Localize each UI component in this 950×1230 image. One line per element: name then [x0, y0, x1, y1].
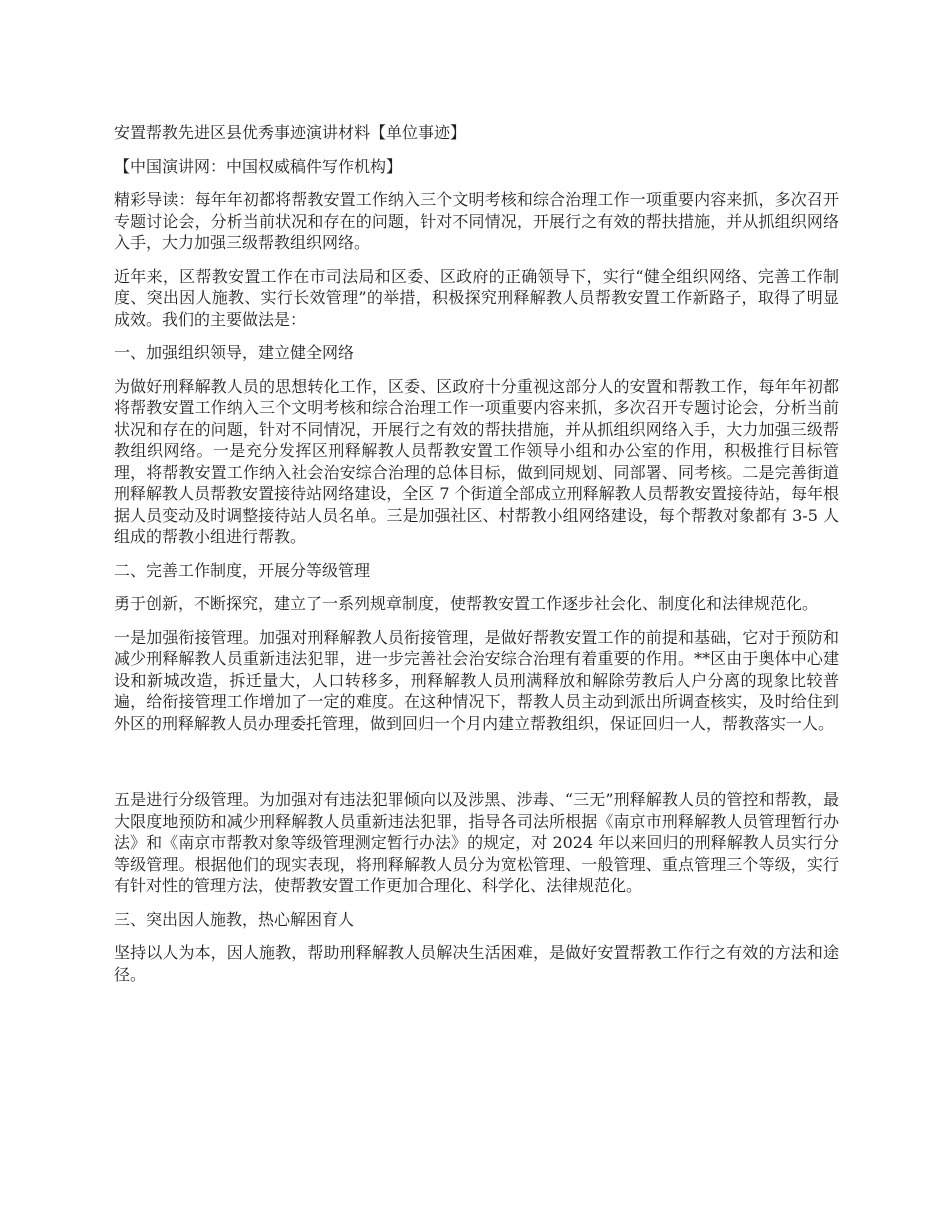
blank-gap [114, 746, 839, 789]
intro-paragraph: 精彩导读：每年年初都将帮教安置工作纳入三个文明考核和综合治理工作一项重要内容来抓，多次召开专题讨论会，分析当前状况和存在的问题，针对不同情况，开展行之有效的帮扶措施，并从抓组织网络入手，大力加强三级帮教组织网络。 [114, 190, 839, 252]
section-heading-1: 一、加强组织领导，建立健全网络 [114, 343, 355, 362]
section-1-paragraph: 为做好刑释解教人员的思想转化工作，区委、区政府十分重视这部分人的安置和帮教工作，每年年初都将帮教安置工作纳入三个文明考核和综合治理工作一项重要内容来抓，多次召开专题讨论会，分析当前状况和存在的问题，针对不同情况，开展行之有效的帮扶措施，并从抓组织网络入手，大力加强三级帮教组织网络。一是充分发挥区刑释解教人员帮教安置工作领导小组和办公室的作用，积极推行目标管理，将帮教安置工作纳入社会治安综合治理的总体目标，做到同规划、同部署、同考核。二是完善街道刑释解教人员帮教安置接待站网络建设，全区 7 个街道全部成立刑释解教人员帮教安置接待站，每年根据人员变动及时调整接待站人员名单。三是加强社区、村帮教小组网络建设，每个帮教对象都有 3-5 人组成的帮教小组进行帮教。 [114, 376, 839, 546]
section-3-paragraph: 坚持以人为本，因人施教，帮助刑释解教人员解决生活困难，是做好安置帮教工作行之有效的方法和途径。 [114, 943, 839, 984]
overview-paragraph: 近年来，区帮教安置工作在市司法局和区委、区政府的正确领导下，实行“健全组织网络、完善工作制度、突出因人施教、实行长效管理”的举措，积极探究刑释解教人员帮教安置工作新路子，取得了明显成效。我们的主要做法是： [114, 266, 839, 329]
section-2-paragraph-b: 一是加强衔接管理。加强对刑释解教人员衔接管理，是做好帮教安置工作的前提和基础，它对于预防和减少刑释解教人员重新违法犯罪，进一步完善社会治安综合治理有着重要的作用。**区由于奥体中心建设和新城改造，拆迁量大，人口转移多，刑释解教人员刑满释放和解除劳教后人户分离的现象比较普遍，给衔接管理工作增加了一定的难度。在这种情况下，帮教人员主动到派出所调查核实，及时给住到外区的刑释解教人员办理委托管理，做到回归一个月内建立帮教组织，保证回归一人，帮教落实一人。 [114, 627, 839, 733]
section-2-paragraph-a: 勇于创新，不断探究，建立了一系列规章制度，使帮教安置工作逐步社会化、制度化和法律规范化。 [114, 594, 819, 613]
document-body [114, 122, 839, 997]
source-line: 【中国演讲网：中国权威稿件写作机构】 [114, 156, 403, 176]
section-heading-2: 二、完善工作制度，开展分等级管理 [114, 560, 371, 580]
section-2-paragraph-c: 五是进行分级管理。为加强对有违法犯罪倾向以及涉黑、涉毒、“三无”刑释解教人员的管控和帮教，最大限度地预防和减少刑释解教人员重新违法犯罪，指导各司法所根据《南京市刑释解教人员管理暂行办法》和《南京市帮教对象等级管理测定暂行办法》的规定，对 2024 年以来回归的刑释解教人员实行分等级管理。根据他们的现实表现，将刑释解教人员分为宽松管理、一般管理、重点管理三个等级，实行有针对性的管理方法，使帮教安置工作更加合理化、科学化、法律规范化。 [114, 790, 839, 895]
document-title: 安置帮教先进区县优秀事迹演讲材料【单位事迹】 [114, 123, 467, 142]
section-heading-3: 三、突出因人施教，热心解困育人 [114, 909, 355, 929]
